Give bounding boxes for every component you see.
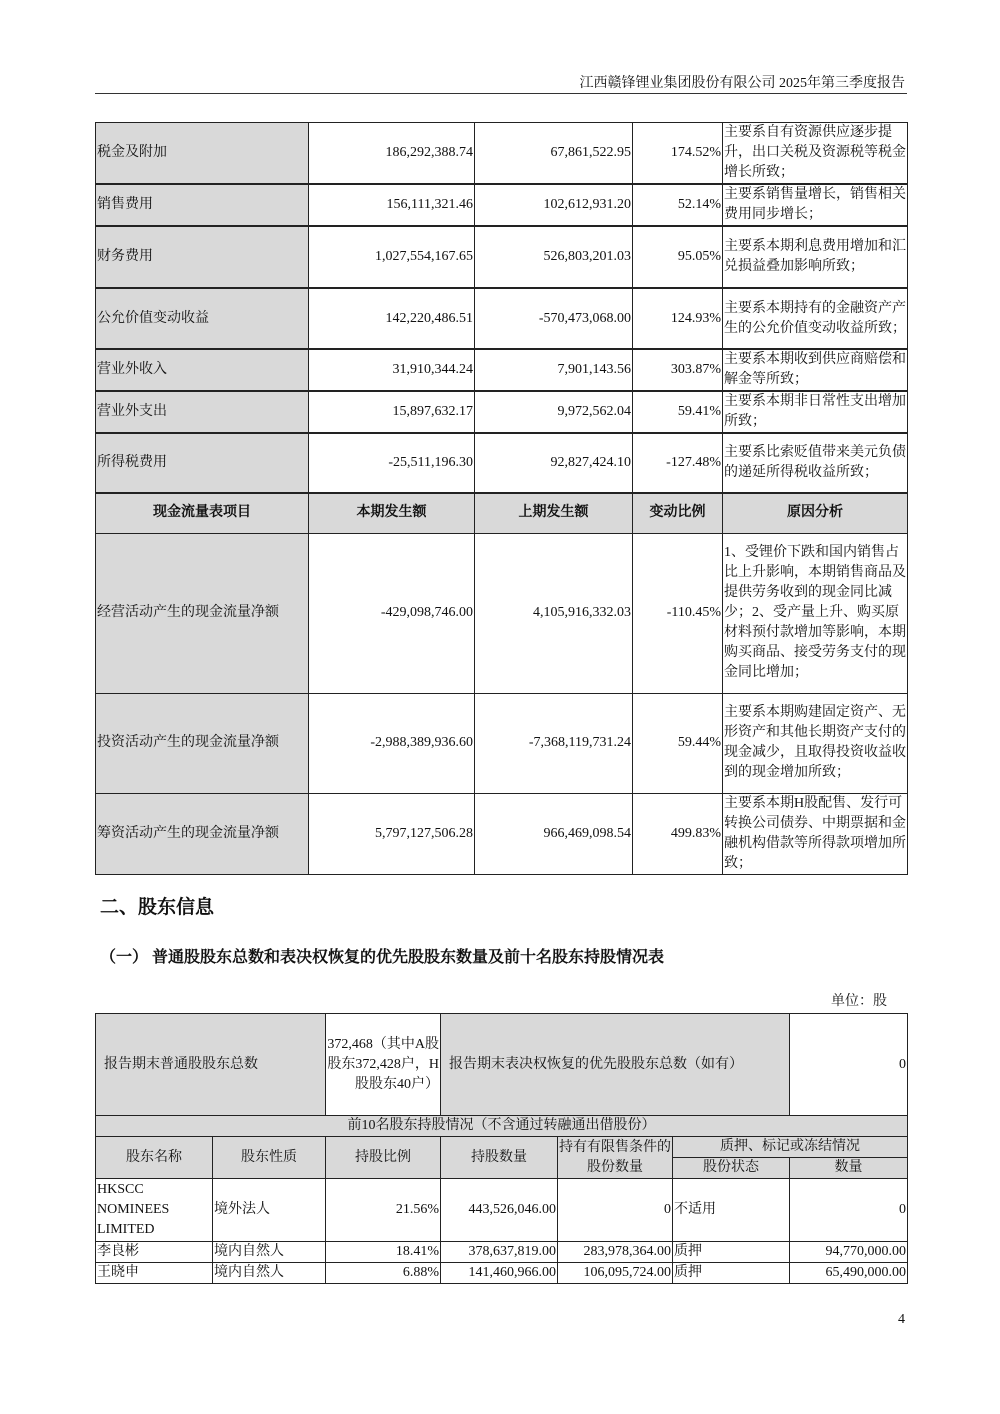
- status-cell: 质押: [673, 1242, 790, 1263]
- current-cell: 156,111,321.46: [309, 184, 475, 226]
- header-item: 现金流量表项目: [96, 493, 309, 533]
- pref-holders-label: 报告期末表决权恢复的优先股股东总数（如有）: [441, 1014, 790, 1116]
- shareholder-row: [96, 1242, 908, 1263]
- reason-cell: 主要系本期持有的金融资产产生的公允价值变动收益所致；: [723, 288, 908, 349]
- name-cell: 王晓申: [96, 1263, 213, 1284]
- change-cell: 95.05%: [633, 226, 723, 288]
- table-row: [96, 433, 908, 493]
- shareholder-table: [95, 1013, 908, 1284]
- previous-cell: -570,473,068.00: [475, 288, 633, 349]
- table-row: [96, 793, 908, 874]
- previous-cell: 526,803,201.03: [475, 226, 633, 288]
- reason-cell: 主要系本期非日常性支出增加所致；: [723, 391, 908, 433]
- current-cell: 5,797,127,506.28: [309, 793, 475, 874]
- previous-cell: 92,827,424.10: [475, 433, 633, 493]
- col-status: 股份状态: [673, 1158, 790, 1179]
- restricted-cell: 0: [558, 1179, 673, 1242]
- table-row: [96, 123, 908, 185]
- col-pledge: 质押、标记或冻结情况: [673, 1137, 908, 1158]
- change-cell: 303.87%: [633, 349, 723, 391]
- page-header: 江西赣锋锂业集团股份有限公司 2025年第三季度报告: [579, 76, 905, 91]
- current-cell: 15,897,632.17: [309, 391, 475, 433]
- section-title: 二、股东信息: [100, 897, 215, 918]
- previous-cell: 4,105,916,332.03: [475, 533, 633, 693]
- col-ratio: 持股比例: [326, 1137, 441, 1179]
- previous-cell: 966,469,098.54: [475, 793, 633, 874]
- item-cell: 营业外收入: [96, 349, 309, 391]
- change-cell: -110.45%: [633, 533, 723, 693]
- reason-cell: 主要系销售量增长，销售相关费用同步增长；: [723, 184, 908, 226]
- shares-cell: 443,526,046.00: [441, 1179, 558, 1242]
- change-cell: 174.52%: [633, 123, 723, 185]
- income-cashflow-table: [95, 122, 908, 875]
- reason-cell: 主要系本期利息费用增加和汇兑损益叠加影响所致；: [723, 226, 908, 288]
- pref-holders-value: 0: [790, 1014, 908, 1116]
- col-nature: 股东性质: [213, 1137, 326, 1179]
- item-cell: 税金及附加: [96, 123, 309, 185]
- previous-cell: 67,861,522.95: [475, 123, 633, 185]
- change-cell: 499.83%: [633, 793, 723, 874]
- item-cell: 销售费用: [96, 184, 309, 226]
- reason-cell: 1、受锂价下跌和国内销售占比上升影响，本期销售商品及提供劳务收到的现金同比减少；2、受产量上升、购买原材料预付款增加等影响，本期购买商品、接受劳务支付的现金同比增加；: [723, 533, 908, 693]
- change-cell: -127.48%: [633, 433, 723, 493]
- change-cell: 124.93%: [633, 288, 723, 349]
- page-number: 4: [898, 1312, 905, 1327]
- shares-cell: 378,637,819.00: [441, 1242, 558, 1263]
- previous-cell: 9,972,562.04: [475, 391, 633, 433]
- reason-cell: 主要系比索贬值带来美元负债的递延所得税收益所致；: [723, 433, 908, 493]
- header-previous: 上期发生额: [475, 493, 633, 533]
- reason-cell: 主要系本期收到供应商赔偿和解金等所致；: [723, 349, 908, 391]
- col-restricted: 持有有限售条件的股份数量: [558, 1137, 673, 1179]
- shareholder-row: [96, 1179, 908, 1242]
- header-reason: 原因分析: [723, 493, 908, 533]
- total-holders-label: 报告期末普通股股东总数: [96, 1014, 326, 1116]
- reason-cell: 主要系自有资源供应逐步提升，出口关税及资源税等税金增长所致；: [723, 123, 908, 185]
- item-cell: 公允价值变动收益: [96, 288, 309, 349]
- previous-cell: 102,612,931.20: [475, 184, 633, 226]
- table-row: [96, 226, 908, 288]
- unit-label: 单位：股: [831, 994, 887, 1009]
- change-cell: 59.44%: [633, 693, 723, 793]
- reason-cell: 主要系本期H股配售、发行可转换公司债券、中期票据和金融机构借款等所得款项增加所致；: [723, 793, 908, 874]
- previous-cell: -7,368,119,731.24: [475, 693, 633, 793]
- item-cell: 筹资活动产生的现金流量净额: [96, 793, 309, 874]
- table-row: [96, 533, 908, 693]
- item-cell: 所得税费用: [96, 433, 309, 493]
- table-row: [96, 693, 908, 793]
- col-amount: 数量: [790, 1158, 908, 1179]
- amount-cell: 65,490,000.00: [790, 1263, 908, 1284]
- status-cell: 不适用: [673, 1179, 790, 1242]
- reason-cell: 主要系本期购建固定资产、无形资产和其他长期资产支付的现金减少，且取得投资收益收到的现金增加所致；: [723, 693, 908, 793]
- change-cell: 59.41%: [633, 391, 723, 433]
- restricted-cell: 283,978,364.00: [558, 1242, 673, 1263]
- nature-cell: 境内自然人: [213, 1242, 326, 1263]
- subsection-title: （一） 普通股股东总数和表决权恢复的优先股股东数量及前十名股东持股情况表: [100, 949, 665, 966]
- col-name: 股东名称: [96, 1137, 213, 1179]
- header-change: 变动比例: [633, 493, 723, 533]
- shareholder-row: [96, 1263, 908, 1284]
- nature-cell: 境外法人: [213, 1179, 326, 1242]
- table-row: [96, 288, 908, 349]
- current-cell: -429,098,746.00: [309, 533, 475, 693]
- amount-cell: 0: [790, 1179, 908, 1242]
- table-row: [96, 349, 908, 391]
- ratio-cell: 18.41%: [326, 1242, 441, 1263]
- top10-title: 前10名股东持股情况（不含通过转融通出借股份）: [96, 1116, 908, 1137]
- current-cell: 31,910,344.24: [309, 349, 475, 391]
- total-holders-value: 372,468（其中A股股东372,428户，H股股东40户）: [326, 1014, 441, 1116]
- header-divider: [95, 93, 907, 94]
- cashflow-header-row: [96, 493, 908, 533]
- restricted-cell: 106,095,724.00: [558, 1263, 673, 1284]
- col-shares: 持股数量: [441, 1137, 558, 1179]
- name-cell: 李良彬: [96, 1242, 213, 1263]
- nature-cell: 境内自然人: [213, 1263, 326, 1284]
- amount-cell: 94,770,000.00: [790, 1242, 908, 1263]
- current-cell: -25,511,196.30: [309, 433, 475, 493]
- header-current: 本期发生额: [309, 493, 475, 533]
- item-cell: 经营活动产生的现金流量净额: [96, 533, 309, 693]
- ratio-cell: 6.88%: [326, 1263, 441, 1284]
- name-cell: HKSCC NOMINEES LIMITED: [96, 1179, 213, 1242]
- ratio-cell: 21.56%: [326, 1179, 441, 1242]
- table-row: [96, 391, 908, 433]
- shares-cell: 141,460,966.00: [441, 1263, 558, 1284]
- previous-cell: 7,901,143.56: [475, 349, 633, 391]
- item-cell: 投资活动产生的现金流量净额: [96, 693, 309, 793]
- status-cell: 质押: [673, 1263, 790, 1284]
- item-cell: 财务费用: [96, 226, 309, 288]
- current-cell: 142,220,486.51: [309, 288, 475, 349]
- current-cell: 186,292,388.74: [309, 123, 475, 185]
- change-cell: 52.14%: [633, 184, 723, 226]
- current-cell: -2,988,389,936.60: [309, 693, 475, 793]
- item-cell: 营业外支出: [96, 391, 309, 433]
- current-cell: 1,027,554,167.65: [309, 226, 475, 288]
- table-row: [96, 184, 908, 226]
